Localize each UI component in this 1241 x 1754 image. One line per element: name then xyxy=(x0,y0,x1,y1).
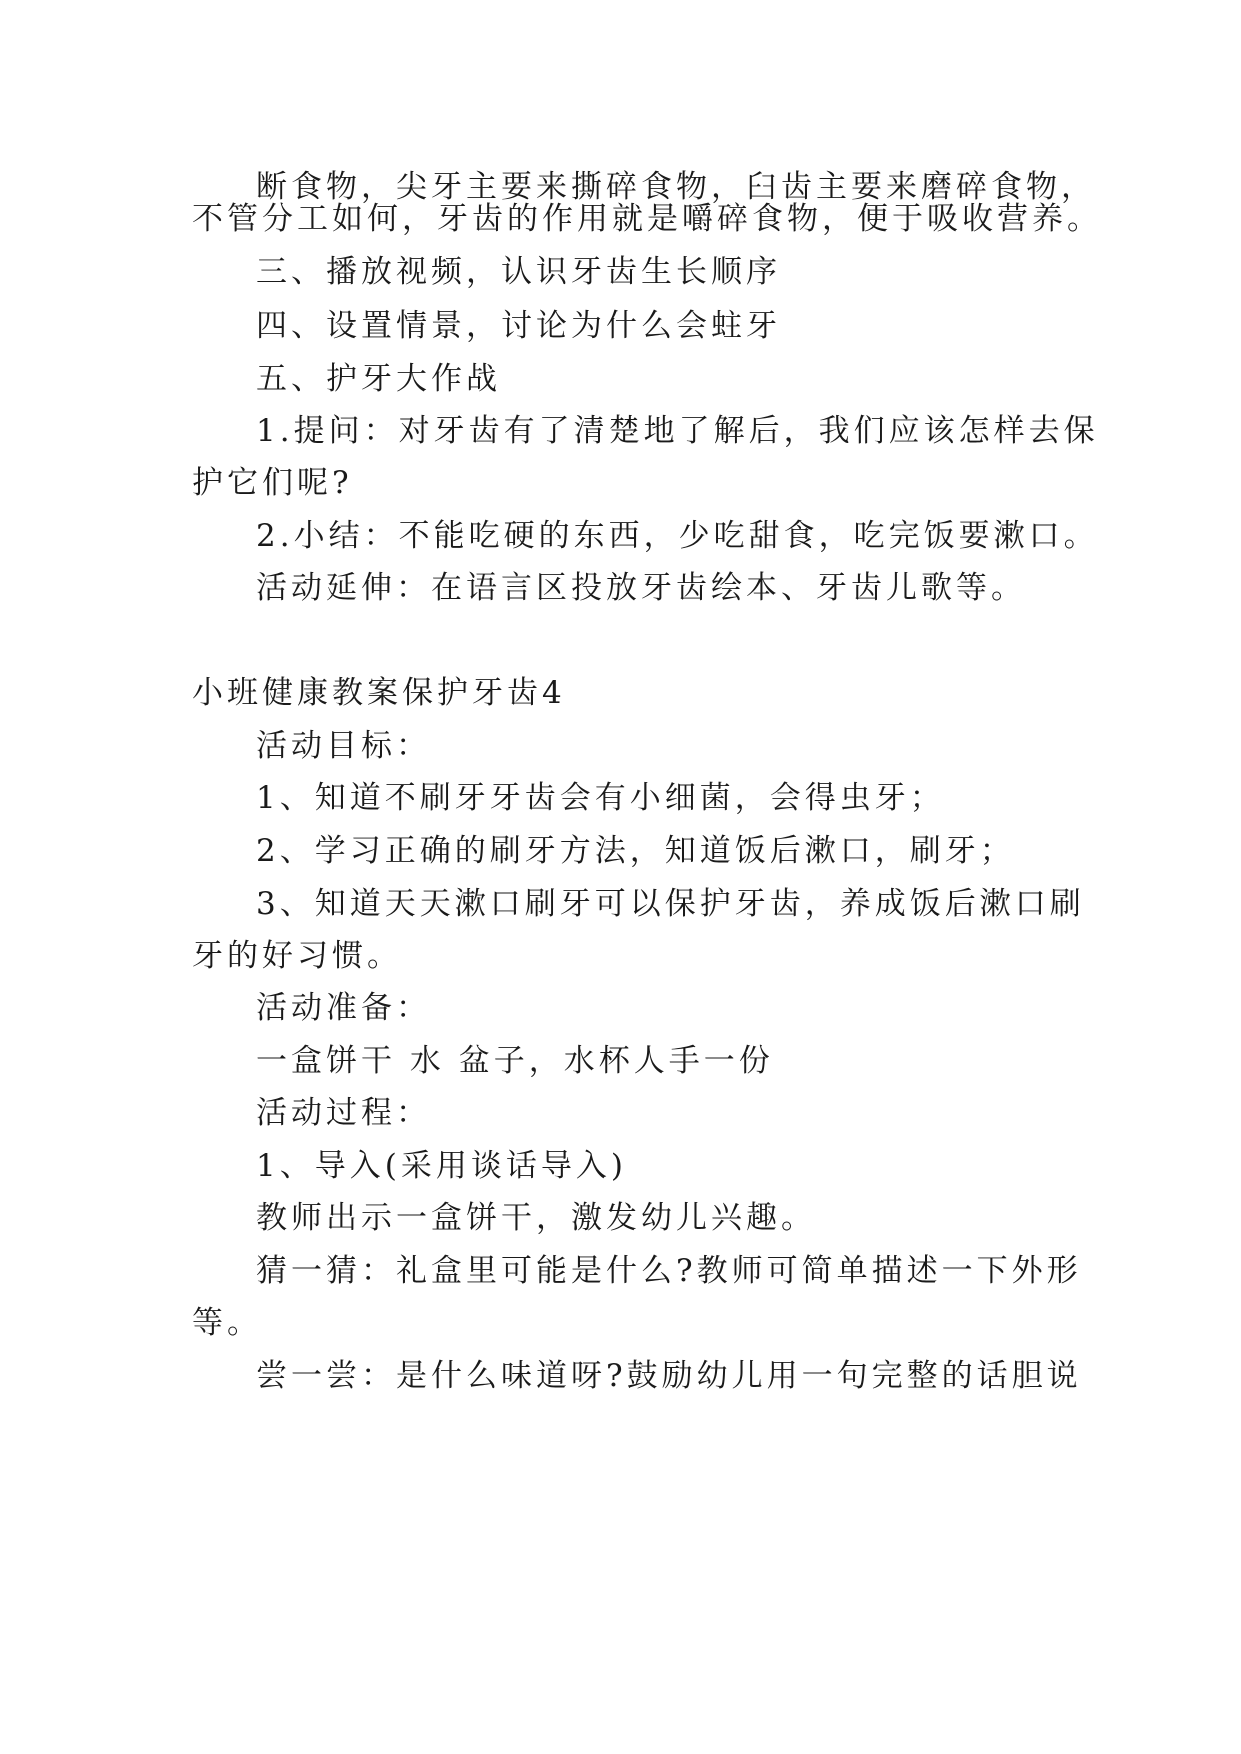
list-item: 3、知道天天漱口刷牙可以保护牙齿，养成饭后漱口刷 xyxy=(256,886,1085,922)
section-title: 小班健康教案保护牙齿4 xyxy=(192,675,566,711)
paragraph-line: 猜一猜：礼盒里可能是什么?教师可简单描述一下外形 xyxy=(256,1253,1082,1289)
paragraph-line: 1.提问：对牙齿有了清楚地了解后，我们应该怎样去保 xyxy=(256,413,1099,449)
paragraph-line: 尝一尝：是什么味道呀?鼓励幼儿用一句完整的话胆说 xyxy=(256,1358,1082,1394)
list-item: 2、学习正确的刷牙方法，知道饭后漱口，刷牙； xyxy=(256,833,1015,869)
paragraph-line: 一盒饼干 水 盆子，水杯人手一份 xyxy=(256,1043,774,1079)
paragraph-line: 护它们呢? xyxy=(192,465,353,501)
list-item: 四、设置情景，讨论为什么会蛀牙 xyxy=(256,308,781,344)
paragraph-line: 断食物，尖牙主要来撕碎食物，臼齿主要来磨碎食物， xyxy=(256,169,1096,205)
paragraph-line: 活动目标： xyxy=(256,728,431,764)
list-item: 五、护牙大作战 xyxy=(256,361,501,397)
paragraph-line: 活动延伸：在语言区投放牙齿绘本、牙齿儿歌等。 xyxy=(256,570,1026,606)
paragraph-line: 等。 xyxy=(192,1305,262,1341)
list-item: 1、知道不刷牙牙齿会有小细菌，会得虫牙； xyxy=(256,780,945,816)
paragraph-line: 教师出示一盒饼干，激发幼儿兴趣。 xyxy=(256,1200,816,1236)
paragraph-line: 不管分工如何，牙齿的作用就是嚼碎食物，便于吸收营养。 xyxy=(192,201,1102,237)
paragraph-line: 活动过程： xyxy=(256,1095,431,1131)
list-item: 1、导入(采用谈话导入) xyxy=(256,1148,627,1184)
paragraph-line: 牙的好习惯。 xyxy=(192,938,402,974)
list-item: 三、播放视频，认识牙齿生长顺序 xyxy=(256,254,781,290)
paragraph-line: 2.小结：不能吃硬的东西，少吃甜食，吃完饭要漱口。 xyxy=(256,518,1099,554)
paragraph-line: 活动准备： xyxy=(256,990,431,1026)
